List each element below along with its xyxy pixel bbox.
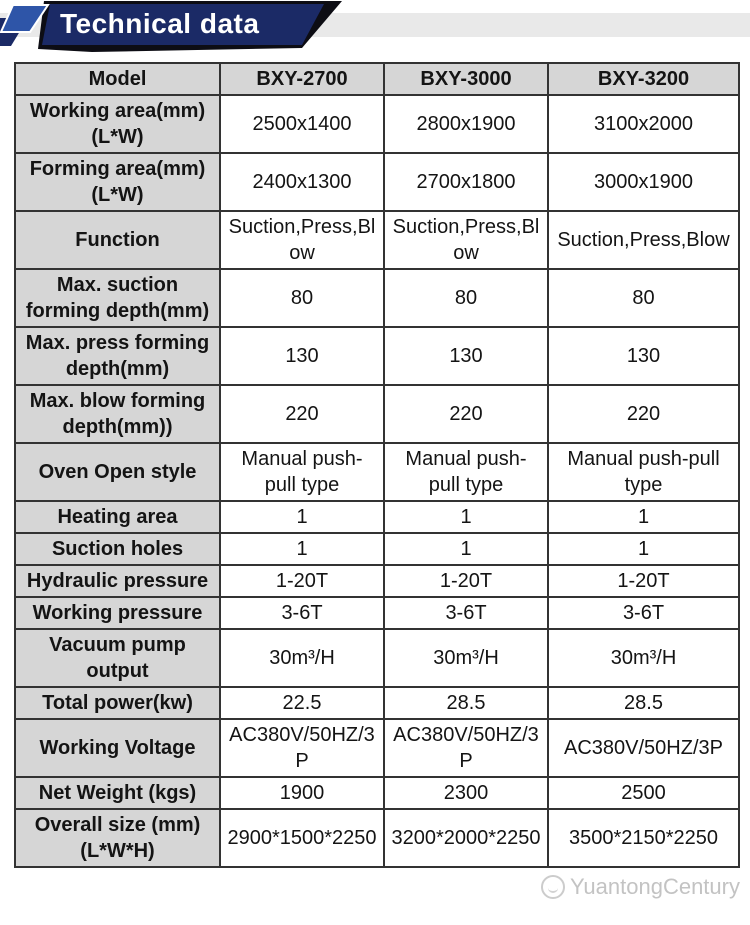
value-cell: Suction,Press,Blow bbox=[220, 211, 384, 269]
model-name-cell: BXY-3000 bbox=[384, 63, 548, 95]
table-row bbox=[15, 385, 739, 443]
table-row bbox=[15, 777, 739, 809]
value-cell: 1900 bbox=[220, 777, 384, 809]
value-cell: 130 bbox=[384, 327, 548, 385]
value-cell: 80 bbox=[548, 269, 739, 327]
row-label-cell: Net Weight (kgs) bbox=[15, 777, 220, 809]
value-cell: Manual push-pull type bbox=[384, 443, 548, 501]
table-row bbox=[15, 565, 739, 597]
value-cell: 2900*1500*2250 bbox=[220, 809, 384, 867]
table-row bbox=[15, 269, 739, 327]
table-row bbox=[15, 443, 739, 501]
row-label-cell: Working area(mm)(L*W) bbox=[15, 95, 220, 153]
value-cell: 220 bbox=[384, 385, 548, 443]
value-cell: 80 bbox=[220, 269, 384, 327]
row-label-cell: Heating area bbox=[15, 501, 220, 533]
model-name-cell: BXY-3200 bbox=[548, 63, 739, 95]
table-row bbox=[15, 211, 739, 269]
value-cell: 1-20T bbox=[220, 565, 384, 597]
value-cell: 2500 bbox=[548, 777, 739, 809]
value-cell: 2500x1400 bbox=[220, 95, 384, 153]
value-cell: 80 bbox=[384, 269, 548, 327]
value-cell: 1-20T bbox=[384, 565, 548, 597]
table-row bbox=[15, 501, 739, 533]
watermark bbox=[541, 874, 740, 900]
row-label-cell: Max. blow forming depth(mm)) bbox=[15, 385, 220, 443]
page-title: Technical data bbox=[60, 8, 260, 39]
value-cell: 3-6T bbox=[384, 597, 548, 629]
value-cell: Suction,Press,Blow bbox=[384, 211, 548, 269]
value-cell: 220 bbox=[548, 385, 739, 443]
value-cell: 1-20T bbox=[548, 565, 739, 597]
row-label-cell: Forming area(mm)(L*W) bbox=[15, 153, 220, 211]
row-label-cell: Working Voltage bbox=[15, 719, 220, 777]
table-row bbox=[15, 687, 739, 719]
value-cell: 1 bbox=[220, 533, 384, 565]
value-cell: 28.5 bbox=[384, 687, 548, 719]
value-cell: 1 bbox=[548, 501, 739, 533]
technical-data-table bbox=[14, 62, 740, 868]
value-cell: 1 bbox=[384, 501, 548, 533]
value-cell: 2800x1900 bbox=[384, 95, 548, 153]
table-row bbox=[15, 95, 739, 153]
table-header-row bbox=[15, 63, 739, 95]
value-cell: 220 bbox=[220, 385, 384, 443]
table-row bbox=[15, 597, 739, 629]
value-cell: 2400x1300 bbox=[220, 153, 384, 211]
table-row bbox=[15, 533, 739, 565]
value-cell: 30m³/H bbox=[220, 629, 384, 687]
value-cell: 22.5 bbox=[220, 687, 384, 719]
value-cell: 130 bbox=[220, 327, 384, 385]
value-cell: 2700x1800 bbox=[384, 153, 548, 211]
value-cell: 28.5 bbox=[548, 687, 739, 719]
value-cell: AC380V/50HZ/3P bbox=[548, 719, 739, 777]
row-label-cell: Working pressure bbox=[15, 597, 220, 629]
value-cell: AC380V/50HZ/3P bbox=[384, 719, 548, 777]
value-cell: Manual push-pull type bbox=[548, 443, 739, 501]
value-cell: Suction,Press,Blow bbox=[548, 211, 739, 269]
value-cell: 3-6T bbox=[548, 597, 739, 629]
value-cell: Manual push-pull type bbox=[220, 443, 384, 501]
row-label-cell: Suction holes bbox=[15, 533, 220, 565]
watermark-logo-icon bbox=[541, 875, 565, 899]
value-cell: 30m³/H bbox=[548, 629, 739, 687]
value-cell: 3000x1900 bbox=[548, 153, 739, 211]
value-cell: 3200*2000*2250 bbox=[384, 809, 548, 867]
row-label-cell: Total power(kw) bbox=[15, 687, 220, 719]
model-header-cell: Model bbox=[15, 63, 220, 95]
table-row bbox=[15, 809, 739, 867]
table-row bbox=[15, 153, 739, 211]
row-label-cell: Max. suction forming depth(mm) bbox=[15, 269, 220, 327]
table-row bbox=[15, 719, 739, 777]
table-row bbox=[15, 327, 739, 385]
row-label-cell: Hydraulic pressure bbox=[15, 565, 220, 597]
value-cell: 2300 bbox=[384, 777, 548, 809]
value-cell: 3100x2000 bbox=[548, 95, 739, 153]
value-cell: 3-6T bbox=[220, 597, 384, 629]
row-label-cell: Oven Open style bbox=[15, 443, 220, 501]
model-name-cell: BXY-2700 bbox=[220, 63, 384, 95]
value-cell: 30m³/H bbox=[384, 629, 548, 687]
value-cell: AC380V/50HZ/3P bbox=[220, 719, 384, 777]
value-cell: 3500*2150*2250 bbox=[548, 809, 739, 867]
value-cell: 1 bbox=[220, 501, 384, 533]
table-row bbox=[15, 629, 739, 687]
value-cell: 1 bbox=[384, 533, 548, 565]
value-cell: 1 bbox=[548, 533, 739, 565]
row-label-cell: Function bbox=[15, 211, 220, 269]
row-label-cell: Vacuum pump output bbox=[15, 629, 220, 687]
value-cell: 130 bbox=[548, 327, 739, 385]
watermark-text: YuantongCentury bbox=[569, 874, 740, 899]
row-label-cell: Max. press forming depth(mm) bbox=[15, 327, 220, 385]
row-label-cell: Overall size (mm) (L*W*H) bbox=[15, 809, 220, 867]
